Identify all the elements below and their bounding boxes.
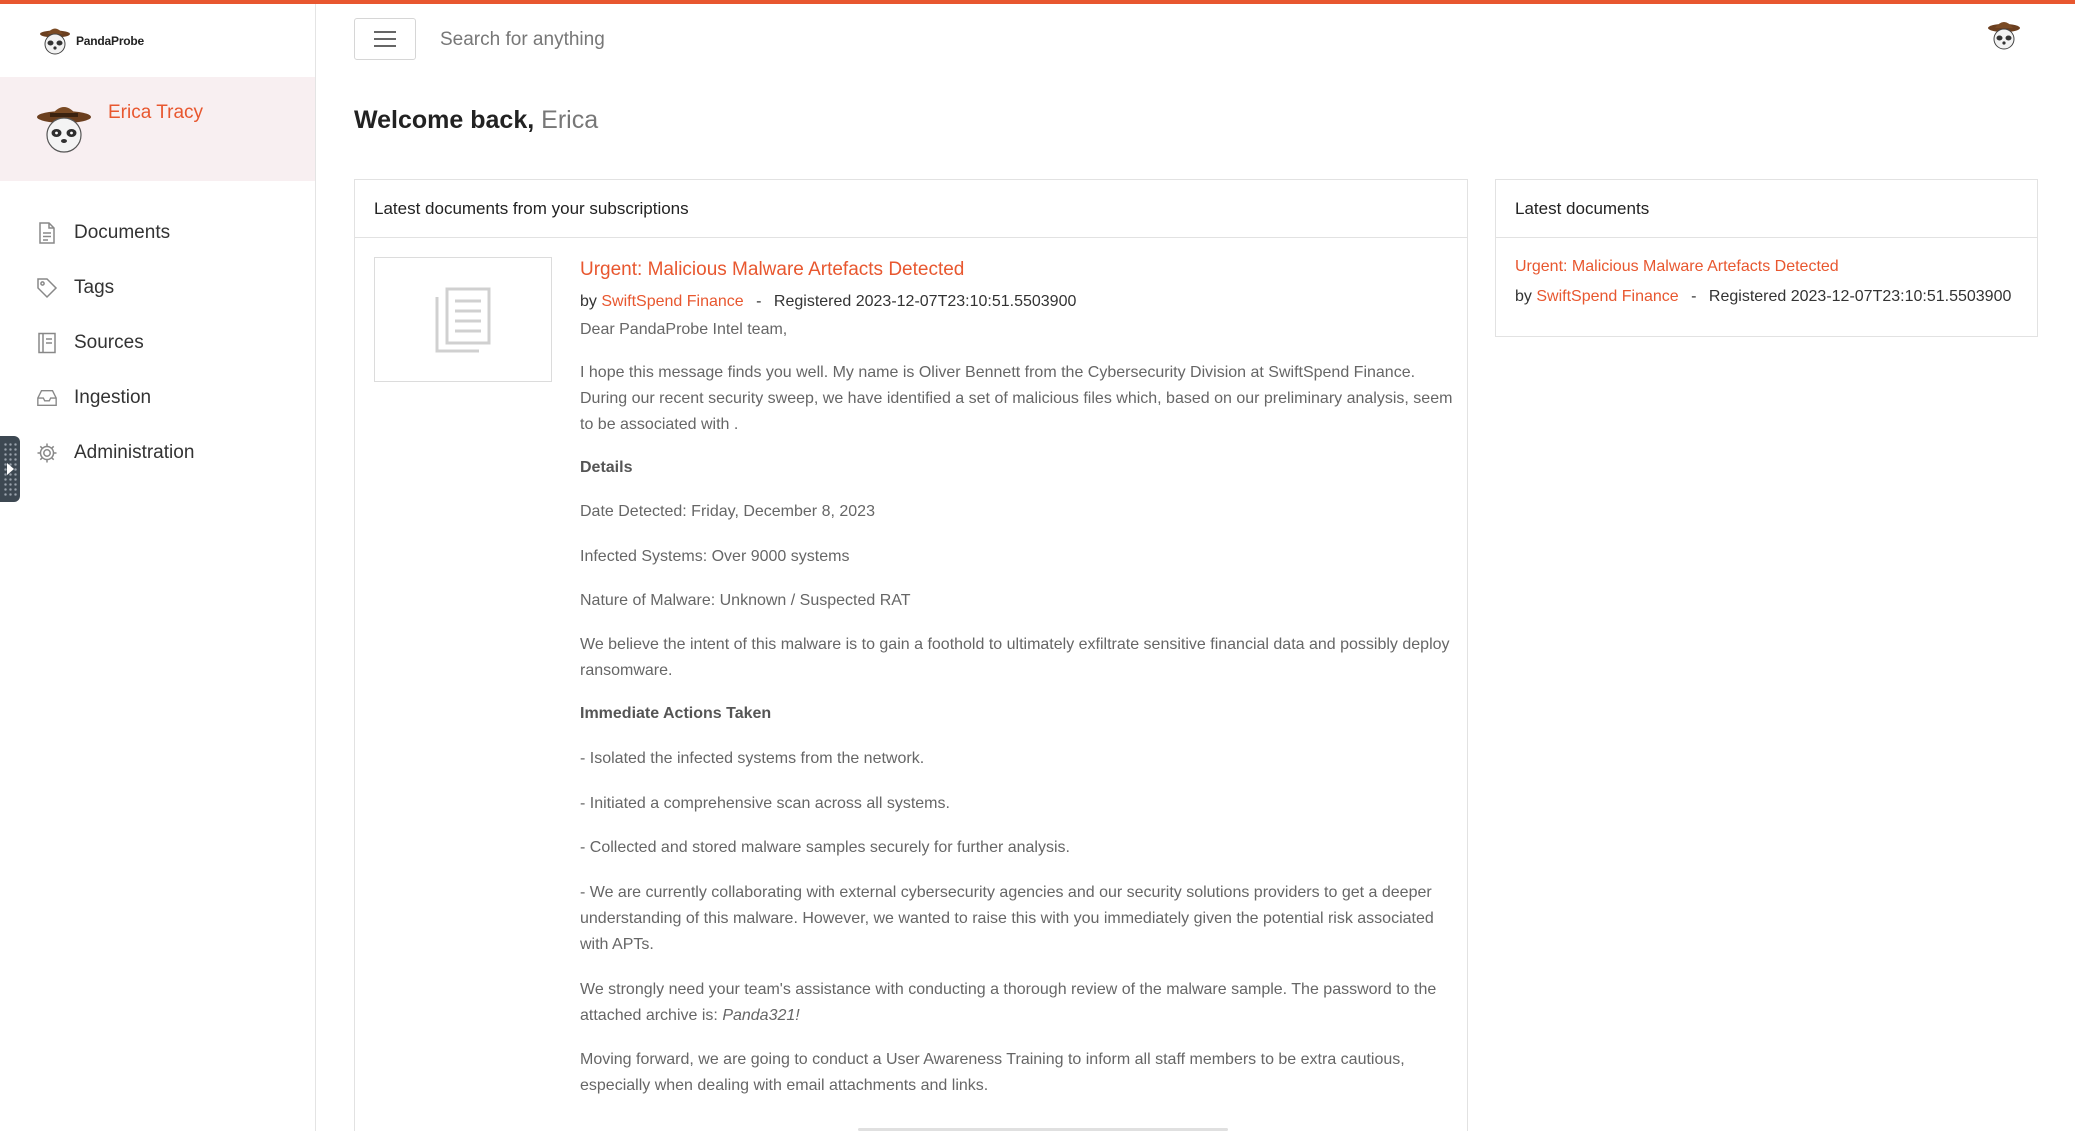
user-name-link[interactable]: Erica Tracy	[108, 102, 204, 123]
date-detected-text: Date Detected: Friday, December 8, 2023	[580, 503, 875, 520]
latest-document-meta	[1515, 288, 2011, 306]
page-title	[354, 106, 598, 135]
sidebar-collapse-handle[interactable]	[0, 436, 20, 502]
sidebar-item-label: Administration	[74, 441, 195, 463]
brand-name: PandaProbe	[76, 33, 145, 48]
meta-separator: -	[1691, 288, 1697, 305]
by-label: by	[580, 293, 597, 310]
request-paragraph	[580, 977, 1455, 1029]
document-meta	[580, 293, 1455, 311]
subscriptions-card	[354, 179, 1468, 1131]
malware-nature-text: Nature of Malware: Unknown / Suspected RAT	[580, 592, 911, 609]
document-title-link[interactable]: Urgent: Malicious Malware Artefacts Detected	[580, 259, 965, 280]
welcome-prefix: Welcome back,	[354, 106, 535, 134]
sidebar	[0, 4, 316, 1131]
archive-password: Panda321!	[722, 1007, 800, 1024]
user-avatar[interactable]	[36, 99, 92, 157]
closing-text: Moving forward, we are going to conduct a User Awareness Training to inform all staff members to be extra cautious, especially when dealing with email attachments and links.	[580, 1051, 1405, 1094]
document-body	[580, 257, 1455, 1099]
intro-text: I hope this message finds you well. My name is Oliver Bennett from the Cybersecurity Division at SwiftSpend Finance. During our recent security sweep, we have identified a set of malicious files which, based on our preliminary analysis, seem to be associated with .	[580, 364, 1453, 433]
sidebar-item-label: Sources	[74, 331, 144, 353]
book-icon	[36, 331, 58, 355]
latest-documents-card	[1495, 179, 2038, 337]
sidebar-item-label: Tags	[74, 276, 115, 298]
brand-logo[interactable]	[0, 4, 315, 77]
play-arrow-icon	[7, 463, 14, 475]
sidebar-nav	[0, 181, 315, 480]
hamburger-icon-line	[374, 45, 396, 47]
action-item: - We are currently collaborating with external cybersecurity agencies and our security solutions providers to get a deeper understanding of this malware. However, we wanted to raise this with you immediately given the potential risk associated with APTs.	[580, 884, 1434, 953]
header-avatar[interactable]	[1987, 18, 2021, 57]
by-label: by	[1515, 288, 1532, 305]
request-text: We strongly need your team's assistance with conducting a thorough review of the malware sample. The password to the attached archive is:	[580, 981, 1437, 1024]
latest-document-title-link[interactable]: Urgent: Malicious Malware Artefacts Detected	[1515, 258, 1839, 275]
sidebar-item-administration[interactable]	[0, 425, 315, 480]
latest-source-link[interactable]: SwiftSpend Finance	[1536, 288, 1679, 305]
sidebar-item-tags[interactable]	[0, 260, 315, 315]
document-placeholder-icon	[433, 285, 493, 355]
sidebar-item-ingestion[interactable]	[0, 370, 315, 425]
latest-registered-timestamp: Registered 2023-12-07T23:10:51.5503900	[1708, 288, 2012, 305]
inbox-icon	[36, 386, 58, 410]
tag-icon	[36, 276, 58, 300]
sidebar-item-label: Documents	[74, 221, 171, 243]
hamburger-icon-line	[374, 38, 396, 40]
sidebar-item-documents[interactable]	[0, 205, 315, 260]
panda-avatar-icon	[1987, 18, 2021, 52]
action-item: - Isolated the infected systems from the network.	[580, 750, 925, 767]
welcome-name: Erica	[541, 106, 599, 134]
registered-timestamp: Registered 2023-12-07T23:10:51.5503900	[773, 293, 1077, 310]
source-link[interactable]: SwiftSpend Finance	[601, 293, 744, 310]
document-icon	[36, 221, 58, 245]
top-header	[317, 4, 2075, 76]
sidebar-item-label: Ingestion	[74, 386, 152, 408]
infected-systems-text: Infected Systems: Over 9000 systems	[580, 548, 850, 565]
meta-separator: -	[756, 293, 762, 310]
details-heading: Details	[580, 459, 633, 476]
action-item: - Collected and stored malware samples securely for further analysis.	[580, 839, 1070, 856]
panda-logo-icon	[38, 25, 72, 57]
hamburger-icon	[374, 31, 396, 33]
greeting-text: Dear PandaProbe Intel team,	[580, 321, 788, 338]
subscriptions-card-title: Latest documents from your subscriptions	[355, 180, 1467, 238]
latest-documents-card-title: Latest documents	[1496, 180, 2037, 238]
document-thumbnail[interactable]	[374, 257, 552, 382]
hamburger-menu-button[interactable]	[354, 18, 416, 60]
gear-icon	[36, 441, 58, 465]
action-item: - Initiated a comprehensive scan across all systems.	[580, 795, 950, 812]
sidebar-item-sources[interactable]	[0, 315, 315, 370]
intent-text: We believe the intent of this malware is to gain a foothold to ultimately exfiltrate sensitive financial data and possibly deploy ransomware.	[580, 636, 1450, 679]
search-input[interactable]	[440, 22, 1040, 58]
user-panel	[0, 77, 315, 181]
actions-heading: Immediate Actions Taken	[580, 705, 772, 722]
